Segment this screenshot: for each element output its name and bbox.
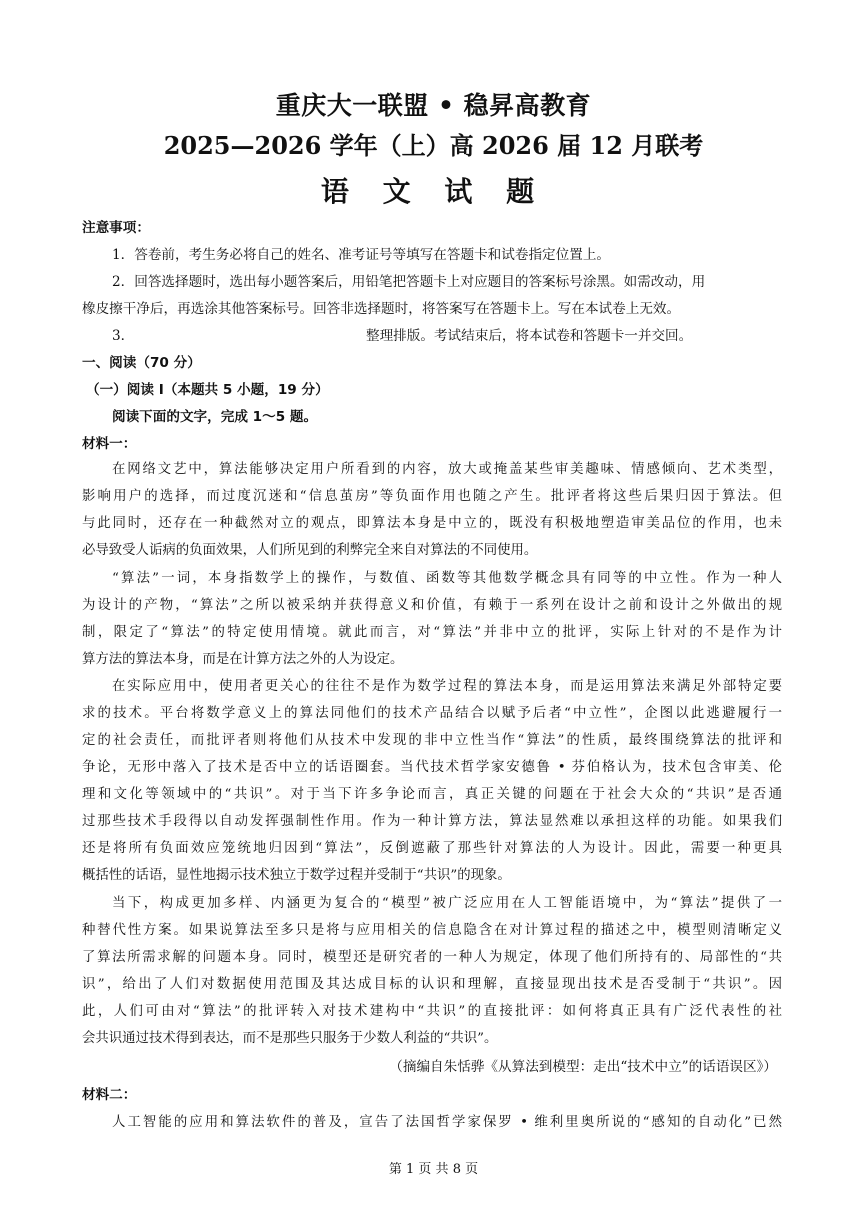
material-1-line: 制，限定了“算法”的特定使用情境。就此而言，对“算法”并非中立的批评，实际上针对的不是作为计 xyxy=(82,625,782,640)
subsection-heading: （一）阅读 I（本题共 5 小题，19 分） xyxy=(86,382,329,398)
material-1-line: 识”，给出了人们对数据使用范围及其达成目标的认识和理解，直接显现出技术是否受制于“共识”。因 xyxy=(82,977,782,992)
material-1-line: 还是将所有负面效应笼统地归因到“算法”，反倒遮蔽了那些针对算法的人为设计。因此，需要一种更具 xyxy=(82,841,782,856)
notice-item-1: 1．答卷前，考生务必将自己的姓名、准考证号等填写在答题卡和试卷指定位置上。 xyxy=(112,247,611,263)
material-1-line: 种替代性方案。如果说算法至多只是将与应用相关的信息隐含在对计算过程的描述之中，模型则清晰定义 xyxy=(82,923,782,938)
material-1-line: 会共识通过技术得到表达，而不是那些只服务于少数人利益的“共识”。 xyxy=(82,1031,498,1046)
material-1-line: 争论，无形中落入了技术是否中立的话语圈套。当代技术哲学家安德鲁 • 芬伯格认为，技术包含审美、伦 xyxy=(82,760,782,775)
material-1-line: 当下，构成更加多样、内涵更为复合的“模型”被广泛应用在人工智能语境中，为“算法”提供了一 xyxy=(112,896,782,911)
material-1-line: 影响用户的选择，而过度沉迷和“信息茧房”等负面作用也随之产生。批评者将这些后果归因于算法。但 xyxy=(82,489,782,504)
material-1-line: 为设计的产物，“算法”之所以被采纳并获得意义和价值，有赖于一系列在设计之前和设计之外做出的规 xyxy=(82,598,782,613)
section-heading: 一、阅读（70 分） xyxy=(82,355,201,371)
notice-item-2b: 橡皮擦干净后，再选涂其他答案标号。回答非选择题时，将答案写在答题卡上。写在本试卷上无效。 xyxy=(82,301,681,317)
material-1-line: 必导致受人诟病的负面效果，人们所见到的利弊完全来自对算法的不同使用。 xyxy=(82,543,538,558)
material-1-line: 在实际应用中，使用者更关心的往往不是作为数学过程的算法本身，而是运用算法来满足外部特定要 xyxy=(112,679,782,694)
notice-item-2a: 2．回答选择题时，选出每小题答案后，用铅笔把答题卡上对应题目的答案标号涂黑。如需改动，用 xyxy=(112,274,706,290)
material-1-line: 理和文化等领域中的“共识”。对于当下许多争论而言，真正关键的问题在于社会大众的“共识”是否通 xyxy=(82,787,782,802)
material-2-label: 材料二： xyxy=(82,1087,137,1103)
material-1-source: （摘编自朱恬骅《从算法到模型：走出“技术中立”的话语误区》） xyxy=(389,1059,777,1075)
notice-item-3-number: 3． xyxy=(112,328,135,344)
page-number: 第 1 页 共 8 页 xyxy=(388,1162,479,1177)
material-1-line: 算方法的算法本身，而是在计算方法之外的人为设定。 xyxy=(82,652,404,667)
material-1-line: “算法”一词，本身指数学上的操作，与数值、函数等其他数学概念具有同等的中立性。作为一种人 xyxy=(112,571,782,586)
material-1-line: 此，人们可由对“算法”的批评转入对技术建构中“共识”的直接批评：如何将真正具有广泛代表性的社 xyxy=(82,1004,782,1019)
exam-term-title: 2025—2026 学年（上）高 2026 届 12 月联考 xyxy=(163,131,704,160)
material-1-line: 与此同时，还存在一种截然对立的观点，即算法本身是中立的，既没有积极地塑造审美品位的作用，也未 xyxy=(82,516,782,531)
exam-union-title: 重庆大一联盟 • 稳昇高教育 xyxy=(275,91,592,120)
material-1-line: 了算法所需求解的问题本身。同时，模型还是研究者的一种人为规定，体现了他们所持有的、局部性的“共 xyxy=(82,950,782,965)
material-1-label: 材料一： xyxy=(82,436,137,452)
subject-title: 语 文 试 题 xyxy=(320,175,547,208)
material-1-line: 定的社会责任，而批评者则将他们从技术中发现的非中立性当作“算法”的性质，最终围绕算法的批评和 xyxy=(82,733,782,748)
material-1-line: 在网络文艺中，算法能够决定用户所看到的内容，放大或掩盖某些审美趣味、情感倾向、艺术类型， xyxy=(112,462,782,477)
notice-item-3-text: 整理排版。考试结束后，将本试卷和答题卡一并交回。 xyxy=(366,328,693,344)
material-1-line: 求的技术。平台将数学意义上的算法同他们的技术产品结合以赋予后者“中立性”，企图以此逃避履行一 xyxy=(82,706,782,721)
material-1-line: 过那些技术手段得以自动发挥强制性作用。作为一种计算方法，算法显然难以承担这样的功能。如果我们 xyxy=(82,814,782,829)
notice-heading: 注意事项： xyxy=(82,220,150,236)
material-2-line: 人工智能的应用和算法软件的普及，宣告了法国哲学家保罗 • 维利里奥所说的“感知的自动化”已然 xyxy=(112,1115,782,1130)
reading-instruction: 阅读下面的文字，完成 1～5 题。 xyxy=(112,409,318,425)
material-1-line: 概括性的话语，显性地揭示技术独立于数学过程并受制于“共识”的现象。 xyxy=(82,868,511,883)
